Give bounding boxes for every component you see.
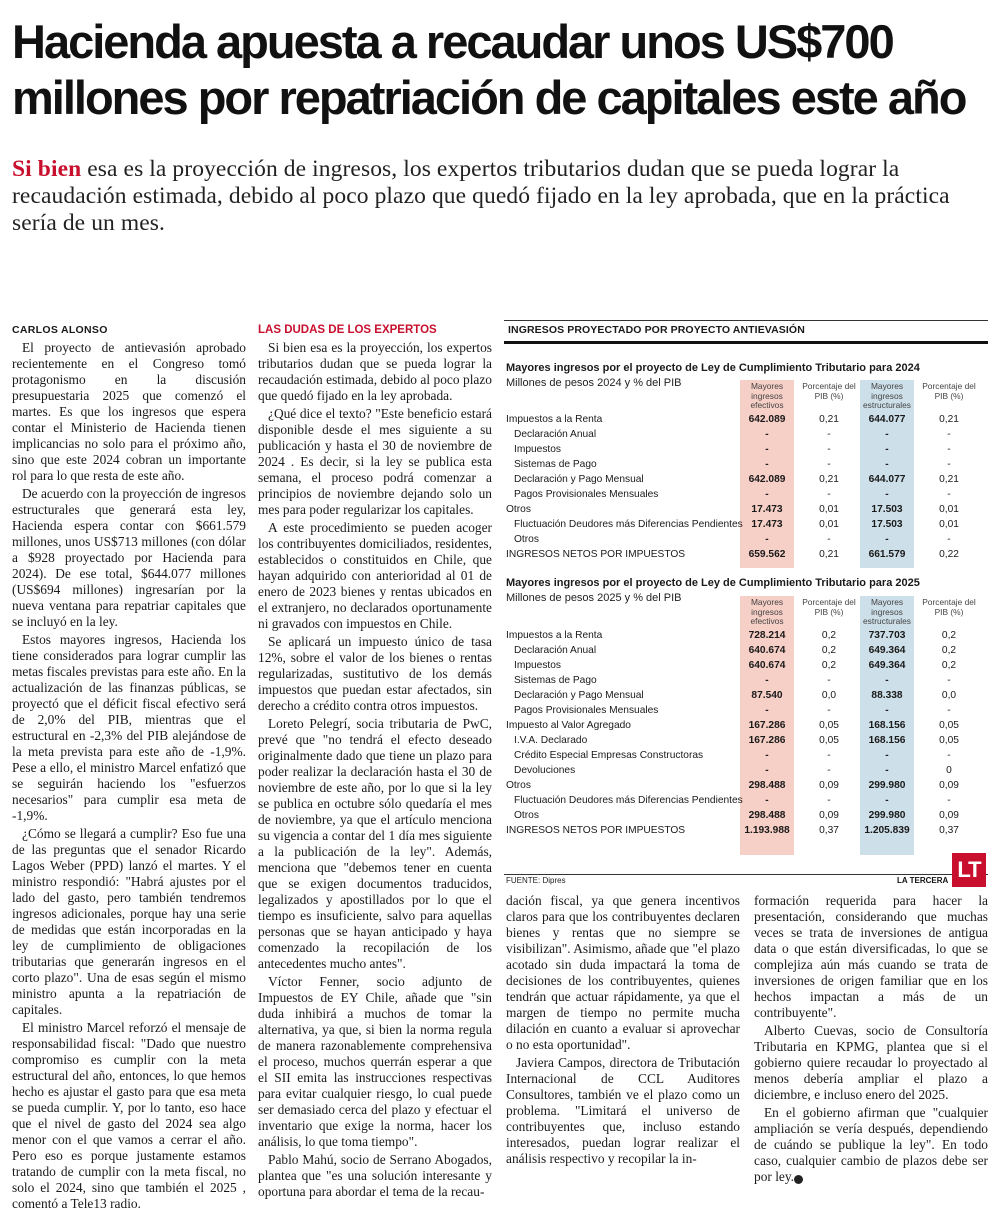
table-row — [504, 703, 988, 718]
table-cell: 649.364 — [868, 645, 906, 656]
row-label: Impuestos a la Renta — [506, 630, 603, 641]
column-header: Mayores ingresos efectivos — [750, 597, 784, 627]
brand-name: LA TERCERA — [897, 876, 949, 885]
table-cell: - — [765, 675, 769, 686]
table-cell: 167.286 — [748, 735, 786, 746]
table-cell: - — [827, 534, 831, 545]
table-cell: - — [885, 795, 889, 806]
table-cell: - — [827, 765, 831, 776]
table-cell: 17.473 — [751, 504, 783, 515]
divider — [504, 320, 988, 321]
paragraph: formación requerida para hacer la presentación, considerando que muchas veces se trata de inversiones de antigua data o que están diversificadas, lo que se complejiza aún más cuando se trata de inversiones de origen familiar que en los hechos impactan a más de un contribuyente". — [754, 893, 988, 1020]
table-cell: - — [765, 750, 769, 761]
table-cell: 644.077 — [868, 414, 906, 425]
paragraph: ¿Cómo se llegará a cumplir? Eso fue una de las preguntas que el senador Ricardo Lagos Weber (PPD) lanzó el martes. Y el ministro respondió: "Habrá ajustes por el lado del gasto, pero también tendremos ingresos adicionales, porque hay una serie de medidas que están incorporadas en la ley de cumplimiento de obligaciones tributarias que generarán ingresos en el corto plazo". Una de esas según el mismo ministro apunta a la repatriación de capitales. — [12, 826, 246, 1017]
paragraph: Javiera Campos, directora de Tributación Internacional de CCL Auditores Consultores, también ve el plazo como un problema. "Limitará el universo de contribuyentes que, incluso estando interesados, puedan lograr realizar el análisis respectivo y recopilar la in- — [506, 1055, 740, 1166]
table-cell: 0,09 — [939, 780, 959, 791]
row-label: Otros — [506, 780, 531, 791]
table-cell: - — [827, 444, 831, 455]
table-cell: 0,01 — [939, 504, 959, 515]
table-cell: 0,21 — [819, 549, 839, 560]
table-cell: - — [765, 534, 769, 545]
row-label: Declaración Anual — [514, 645, 597, 656]
table-row — [504, 733, 988, 748]
paragraph: Pablo Mahú, socio de Serrano Abogados, plantea que "es una solución interesante y oportuna para abordar el tema de la recau- — [258, 1152, 492, 1199]
table-cell: - — [765, 459, 769, 470]
table-cell: - — [885, 765, 889, 776]
paragraph: Víctor Fenner, socio adjunto de Impuestos de EY Chile, añade que "sin duda inhibirá a muchos de tomar la alternativa, ya que, si bien la norma regula de manera razonablemente comprehensiva el proceso, muchos querrán esperar a que el SII emita las instrucciones respectivas para evitar cualquier riesgo, lo cual puede ser demasiado cerca del plazo y efectuar el inventario que exige la norma, hacer los análisis, lo que toma tiempo". — [258, 974, 492, 1149]
row-label: INGRESOS NETOS POR IMPUESTOS — [506, 825, 686, 836]
table-cell: - — [885, 429, 889, 440]
table-2025-title: Mayores ingresos por el proyecto de Ley de Cumplimiento Tributario para 2025 — [506, 577, 920, 589]
row-label: Pagos Provisionales Mensuales — [514, 489, 659, 500]
table-row — [504, 412, 988, 427]
table-cell: - — [885, 444, 889, 455]
paragraph: A este procedimiento se pueden acoger los contribuyentes domiciliados, residentes, establecidos o constituidos en Chile, que hayan adquirido con anterioridad al 01 de enero de 2023 bienes y rentas ubicados en el extranjero, no declarados oportunamente ni gravados con impuestos en Chile. — [258, 520, 492, 631]
table-cell: - — [827, 795, 831, 806]
table-row — [504, 457, 988, 472]
row-label: Impuestos — [514, 660, 561, 671]
table-cell: 0,21 — [939, 474, 959, 485]
table-cell: 0,2 — [941, 645, 957, 656]
article-column-1 — [12, 322, 246, 1214]
row-label: I.V.A. Declarado — [514, 735, 588, 746]
row-label: Fluctuación Deudores más Diferencias Pendientes — [514, 519, 743, 530]
table-cell: - — [885, 459, 889, 470]
column-header: Porcentaje del PIB (%) — [802, 597, 856, 617]
table-row — [504, 673, 988, 688]
table-cell: - — [885, 750, 889, 761]
table-row — [504, 763, 988, 778]
column-1-body — [12, 340, 246, 1212]
row-label: Otros — [514, 534, 539, 545]
paragraph — [754, 1105, 988, 1185]
table-row — [504, 628, 988, 643]
divider — [504, 341, 988, 344]
la-tercera-logo: LT — [952, 853, 986, 887]
headline: Hacienda apuesta a recaudar unos US$700 millones por repatriación de capitales este año — [12, 15, 966, 124]
table-cell: 640.674 — [748, 645, 786, 656]
source-note: FUENTE: Dipres — [506, 876, 566, 885]
table-cell: - — [947, 459, 951, 470]
paragraph: Estos mayores ingresos, Hacienda los tiene considerados para lograr cumplir las metas fiscales previstas para este año. En la actualización de las finanzas públicas, se proyectó que el déficit fiscal efectivo será de 2,0% del PIB, mientras que el estructural en -2,3% del PIB alejándose de la meta prevista para este año de -1,9%. Pese a ello, el ministro Marcel enfatizó que se seguirán haciendo los "esfuerzos necesarios" para cumplir esa meta de -1,9%. — [12, 632, 246, 823]
table-cell: 642.089 — [748, 414, 786, 425]
table-cell: 728.214 — [748, 630, 786, 641]
table-2025-subtitle: Millones de pesos 2025 y % del PIB — [506, 592, 682, 604]
table-cell: - — [765, 765, 769, 776]
table-row — [504, 808, 988, 823]
table-cell: - — [947, 489, 951, 500]
paragraph: Se aplicará un impuesto único de tasa 12%, sobre el valor de los bienes o rentas regularizadas, sustitutivo de los demás impuestos que puedan estar afectados, sin derecho a crédito contra otros impuestos. — [258, 634, 492, 713]
table-cell: - — [827, 750, 831, 761]
paragraph: El proyecto de antievasión aprobado recientemente en el Congreso tomó protagonismo en la discusión presupuestaria 2025 que comenzó el martes. Es que los ingresos que espera contar el Ministerio de Hacienda tienen implicancias no solo para el próximo año, sino que este 2024 cobran un importante rol para lo que resta de este año. — [12, 340, 246, 483]
table-cell: 1.193.988 — [744, 825, 790, 836]
row-label: Impuestos — [514, 444, 561, 455]
table-cell: - — [827, 705, 831, 716]
lead-paragraph — [12, 156, 987, 237]
paragraph: El ministro Marcel reforzó el mensaje de responsabilidad fiscal: "Dado que nuestro compromiso es cumplir con la meta estructural del año, entonces, lo que hemos hecho es ajustar el gasto para que esa meta se pueda cumplir. Y, por lo tanto, eso hace que el nivel de gasto del 2024 sea algo menor con el que vamos a cerrar el año. Pero eso es porque justamente estamos tratando de cumplir con la meta fiscal, no solo el 2024, sino que también el 2025 , comentó a Tele13 radio. — [12, 1020, 246, 1211]
table-2024-title: Mayores ingresos por el proyecto de Ley de Cumplimiento Tributario para 2024 — [506, 362, 920, 374]
table-row — [504, 487, 988, 502]
row-label: Crédito Especial Empresas Constructoras — [514, 750, 704, 761]
row-label: Sistemas de Pago — [514, 675, 597, 686]
paragraph: dación fiscal, ya que genera incentivos claros para que los contribuyentes declaren bienes y rentas que no siempre se visibilizan". Asimismo, añade que "el plazo acotado sin duda impactará la toma de decisiones de los contribuyentes, quienes tendrán que actuar rápidamente, ya que el margen de tiempo no permite mucha dilación en cuanto a evaluar si aprovechar o no esta oportunidad". — [506, 893, 740, 1052]
table-cell: 737.703 — [868, 630, 906, 641]
article-column-2 — [258, 322, 492, 1202]
table-cell: 0 — [946, 765, 952, 776]
table-row — [504, 547, 988, 562]
table-row — [504, 442, 988, 457]
table-cell: - — [765, 489, 769, 500]
table-cell: - — [885, 489, 889, 500]
table-cell: 87.540 — [751, 690, 783, 701]
paragraph: Loreto Pelegrí, socia tributaria de PwC, prevé que "no tendrá el efecto deseado originalmente dado que tiene un plazo para poder realizar la declaración hasta el 30 de noviembre de este año, por lo que si la ley se publica en octubre sólo quedaría el mes de noviembre, ya que el artículo menciona su vigencia a contar del 1 día mes siguiente a la publicación de la ley". Además, menciona que "debemos tener en cuenta que se exigen documentos traducidos, legalizados y apostillados por lo que el tiempo es insuficiente, salvo para aquellas personas que se hayan anticipado y haya comenzado la recopilación de los antecedentes mucho antes". — [258, 716, 492, 971]
table-row — [504, 427, 988, 442]
table-cell: - — [765, 705, 769, 716]
paragraph: De acuerdo con la proyección de ingresos estructurales que generará esta ley, Hacienda espera contar con $661.579 millones, unos US$713 millones (con dólar a $928 proyectado por Hacienda para 2024). De ese total, $644.077 millones (US$694 millones) ingresarían por la nueva ventana para repatriar capitales que se incluyó en la ley. — [12, 486, 246, 629]
table-cell: 0,09 — [939, 810, 959, 821]
row-label: Impuesto al Valor Agregado — [506, 720, 631, 731]
table-cell: 0,2 — [821, 645, 837, 656]
table-cell: 640.674 — [748, 660, 786, 671]
table-cell: 0,01 — [819, 519, 839, 530]
table-row — [504, 643, 988, 658]
table-cell: - — [827, 675, 831, 686]
table-cell: 0,09 — [819, 810, 839, 821]
table-cell: 0,05 — [819, 720, 839, 731]
table-row — [504, 502, 988, 517]
column-header: Mayores ingresos efectivos — [750, 381, 784, 411]
table-cell: 649.364 — [868, 660, 906, 671]
table-cell: 0,2 — [941, 660, 957, 671]
table-cell: - — [885, 675, 889, 686]
table-cell: 0,09 — [819, 780, 839, 791]
row-label: Devoluciones — [514, 765, 576, 776]
table-cell: 1.205.839 — [864, 825, 910, 836]
paragraph-text: En el gobierno afirman que "cualquier ampliación se vería después, dependiendo de cuándo se publique la ley". En todo caso, cualquier cambio de plazos debe ser por ley. — [754, 1105, 988, 1184]
table-cell: 0,01 — [819, 504, 839, 515]
table-row — [504, 688, 988, 703]
table-cell: 17.503 — [871, 519, 903, 530]
paragraph: ¿Qué dice el texto? "Este beneficio estará disponible desde el mes siguiente a su publicación y hasta el 30 de noviembre de 2024 . Es decir, si la ley se publica esta semana, el proceso podrá comenzar a principios de noviembre dejando solo un mes para poder regularizar los capitales. — [258, 406, 492, 517]
table-row — [504, 472, 988, 487]
table-cell: 17.473 — [751, 519, 783, 530]
table-row — [504, 718, 988, 733]
table-row — [504, 517, 988, 532]
column-header: Mayores ingresos estructurales — [863, 381, 911, 411]
table-cell: 168.156 — [868, 720, 906, 731]
column-header: Mayores ingresos estructurales — [863, 597, 911, 627]
table-cell: - — [947, 705, 951, 716]
table-cell: - — [765, 795, 769, 806]
infographic-title: INGRESOS PROYECTADO POR PROYECTO ANTIEVASIÓN — [508, 324, 805, 336]
table-cell: 0,21 — [819, 414, 839, 425]
row-label: Pagos Provisionales Mensuales — [514, 705, 659, 716]
table-cell: - — [765, 444, 769, 455]
article-column-4 — [754, 893, 988, 1187]
row-label: Impuestos a la Renta — [506, 414, 603, 425]
table-cell: 298.488 — [748, 810, 786, 821]
byline: CARLOS ALONSO — [12, 324, 108, 336]
section-heading: LAS DUDAS DE LOS EXPERTOS — [258, 324, 437, 336]
infographic — [504, 320, 988, 890]
table-cell: 168.156 — [868, 735, 906, 746]
table-cell: 0,05 — [939, 720, 959, 731]
table-cell: - — [827, 429, 831, 440]
table-cell: - — [827, 489, 831, 500]
table-cell: - — [827, 459, 831, 470]
table-cell: 0,22 — [939, 549, 959, 560]
table-cell: - — [947, 444, 951, 455]
table-cell: 0,0 — [821, 690, 837, 701]
table-cell: - — [947, 675, 951, 686]
table-row — [504, 658, 988, 673]
column-header: Porcentaje del PIB (%) — [922, 597, 976, 617]
table-cell: 0,2 — [941, 630, 957, 641]
table-cell: - — [947, 429, 951, 440]
table-cell: - — [947, 750, 951, 761]
table-cell: 0,37 — [819, 825, 839, 836]
column-header: Porcentaje del PIB (%) — [922, 381, 976, 401]
table-cell: 0,05 — [939, 735, 959, 746]
table-cell: 299.980 — [868, 780, 906, 791]
table-cell: 661.579 — [868, 549, 906, 560]
table-cell: 299.980 — [868, 810, 906, 821]
lead-kicker: Si bien — [12, 156, 82, 182]
row-label: Declaración y Pago Mensual — [514, 474, 644, 485]
paragraph: Si bien esa es la proyección, los expertos tributarios dudan que se pueda lograr la recaudación estimada, debido al poco plazo que quedó fijado en la ley aprobada. — [258, 340, 492, 403]
table-cell: 659.562 — [748, 549, 786, 560]
table-cell: 0,05 — [819, 735, 839, 746]
table-cell: 298.488 — [748, 780, 786, 791]
row-label: Otros — [506, 504, 531, 515]
table-cell: 644.077 — [868, 474, 906, 485]
paragraph: Alberto Cuevas, socio de Consultoría Tributaria en KPMG, plantea que si el gobierno quiere recaudar lo proyectado al menos debería ampliar el plazo a diciembre, e incluso enero del 2025. — [754, 1023, 988, 1102]
table-row — [504, 748, 988, 763]
row-label: Declaración Anual — [514, 429, 597, 440]
table-row — [504, 778, 988, 793]
table-row — [504, 793, 988, 808]
table-cell: - — [885, 705, 889, 716]
table-cell: 88.338 — [871, 690, 903, 701]
end-mark-icon: P — [794, 1175, 803, 1184]
table-2024-subtitle: Millones de pesos 2024 y % del PIB — [506, 377, 682, 389]
table-cell: 0,2 — [821, 630, 837, 641]
row-label: Fluctuación Deudores más Diferencias Pendientes — [514, 795, 743, 806]
row-label: Declaración y Pago Mensual — [514, 690, 644, 701]
table-cell: 642.089 — [748, 474, 786, 485]
table-cell: 0,21 — [819, 474, 839, 485]
table-row — [504, 532, 988, 547]
table-cell: 167.286 — [748, 720, 786, 731]
table-row — [504, 823, 988, 838]
row-label: Sistemas de Pago — [514, 459, 597, 470]
table-cell: 17.503 — [871, 504, 903, 515]
lead-text: esa es la proyección de ingresos, los expertos tributarios dudan que se pueda lograr la recaudación estimada, debido al poco plazo que quedó fijado en la ley aprobada, que en la práctica sería de un mes. — [12, 156, 950, 236]
row-label: INGRESOS NETOS POR IMPUESTOS — [506, 549, 686, 560]
table-cell: 0,2 — [821, 660, 837, 671]
table-cell: 0,0 — [941, 690, 957, 701]
table-cell: 0,21 — [939, 414, 959, 425]
table-cell: - — [947, 795, 951, 806]
table-cell: 0,37 — [939, 825, 959, 836]
table-cell: - — [765, 429, 769, 440]
row-label: Otros — [514, 810, 539, 821]
table-cell: - — [947, 534, 951, 545]
article-column-3 — [506, 893, 740, 1169]
table-cell: - — [885, 534, 889, 545]
divider — [504, 874, 988, 875]
column-header: Porcentaje del PIB (%) — [802, 381, 856, 401]
table-cell: 0,01 — [939, 519, 959, 530]
